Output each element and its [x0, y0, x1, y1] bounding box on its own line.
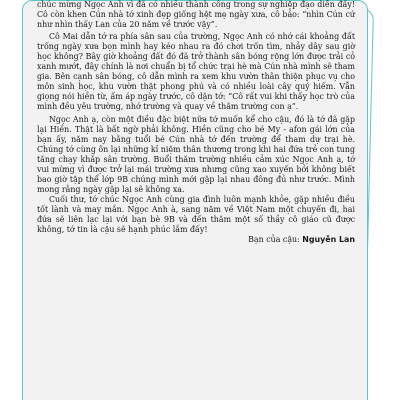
paragraph-3: Ngọc Anh ạ, còn một điều đặc biệt nữa tớ muốn kể cho cậu, đó là tớ đã gặp lại Hiền. Thật là bất ngờ phải không. Hiền cũng cho bé My - afon gái lớn của bạn ấy, năm nay bằng tuổi bé Cún nhà tớ đến trường để tham dự trại hè. Chúng tớ cùng ôn lại những kỉ niệm thân thương trong khi hai đứa trẻ con tung tăng chạy khắp sân trường. Buổi thăm trường nhiều cảm xúc Ngọc Anh ạ, tớ vui mừng vì được trở lại mái trường xưa nhưng cũng xao xuyến bởi không biết bao giờ tập thể lớp 9B chúng mình mới gặp lại nhau đông đủ như trước. Mình mong rằng ngày gặp lại sẽ không xa.: [37, 114, 355, 194]
paragraph-1: chúc mừng Ngọc Anh vì đã có nhiều thành công trong sự nghiệp đạo diễn đấy! Cô còn khen Cún nhà tớ xinh đẹp giống hệt mẹ ngày xưa, cô bảo: “nhìn Cún cứ như nhìn thấy Lan của 20 năm về trước vậy”.: [37, 0, 355, 30]
paragraph-2: Cô Mai dẫn tớ ra phía sân sau của trường, Ngọc Anh có nhớ cái khoảng đất trống ngày xưa bọn mình hay kéo nhau ra đó chơi trốn tìm, nhảy dây sau giờ học không? Bây giờ khoảng đất đó đã trở thành sân bóng rộng lớn được trải cỏ xanh mướt, đây chính là nơi chuẩn bị tổ chức trại hè mà Cún nhà mình sẽ tham gia. Bên cạnh sân bóng, cô dẫn mình ra xem khu vườn thân thiện phục vụ cho môn sinh học, khu vườn thật phong phú và có nhiều loài cây quý hiếm. Vẫn giọng nói hiền từ, ấm áp ngày trước, cô dặn tớ: “Cô rất vui khi thấy học trò của mình đều yêu trường, nhớ trường và quay về thăm trường con ạ”.: [37, 32, 355, 112]
signature-line: [37, 235, 355, 245]
signature-prefix: Bạn của cậu:: [248, 235, 303, 245]
letter-body: [37, 0, 355, 245]
signature-author: Nguyễn Lan: [302, 235, 355, 245]
paragraph-4: Cuối thư, tớ chúc Ngọc Anh cùng gia đình luôn mạnh khỏe, gặp nhiều điều tốt lành và may mắn. Ngọc Anh à, sang năm về Việt Nam một chuyến đi, hai đứa sẽ liên lạc lại với bạn bè 9B và đến thăm một số thầy cô giáo cũ được không, tớ tin là cậu sẽ hạnh phúc lắm đấy!: [37, 194, 355, 235]
